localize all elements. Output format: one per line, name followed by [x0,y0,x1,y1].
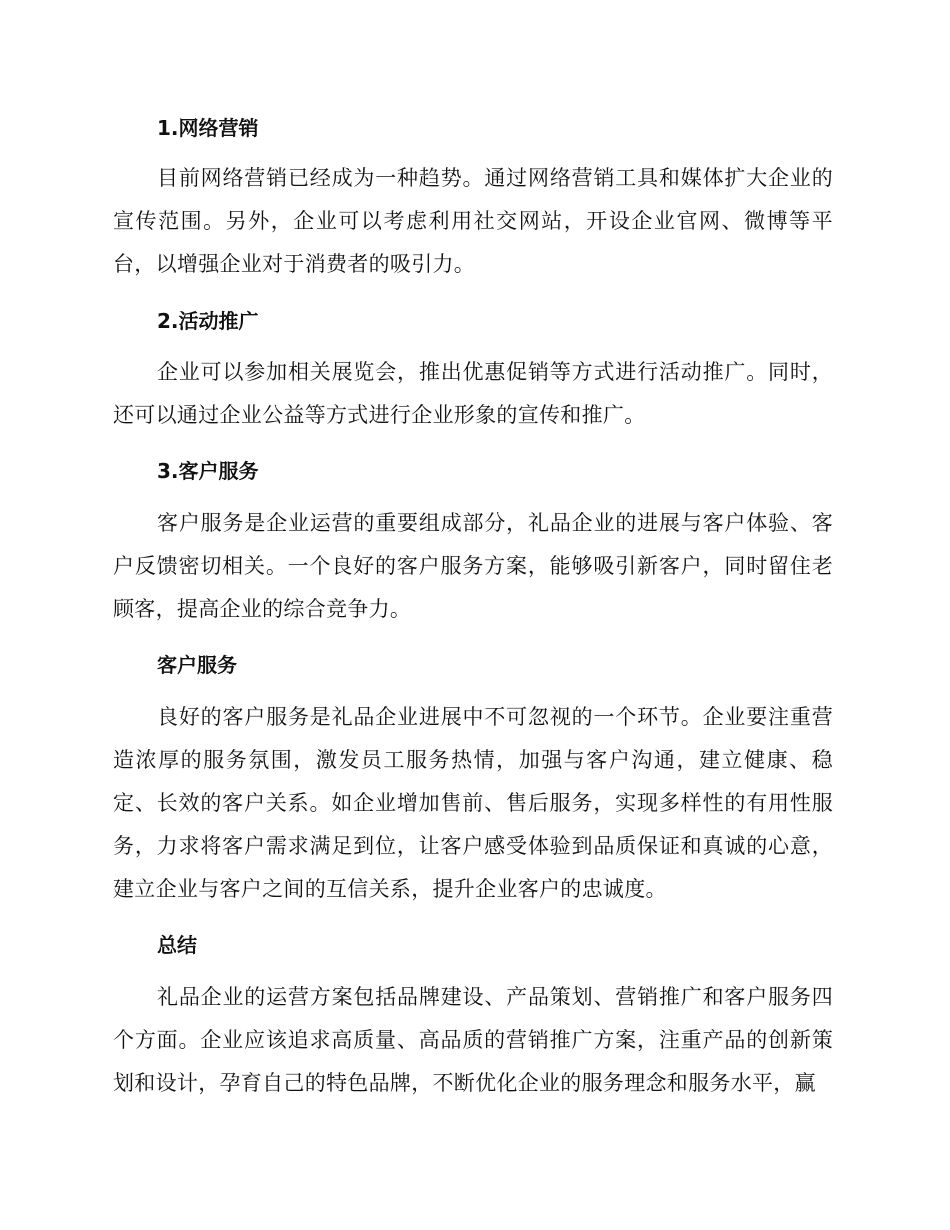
section-body-event-promotion: 企业可以参加相关展览会，推出优惠促销等方式进行活动推广。同时，还可以通过企业公益等方式进行企业形象的宣传和推广。 [113,360,833,427]
section-heading-network-marketing: 1.网络营销 [157,116,259,140]
section-body-customer-service: 良好的客户服务是礼品企业进展中不可忽视的一个环节。企业要注重营造浓厚的服务氛围，激发员工服务热情，加强与客户沟通，建立健康、稳定、长效的客户关系。如企业增加售前、售后服务，实现多样性的有用性服务，力求将客户需求满足到位，让客户感受体验到品质保证和真诚的心意，建立企业与客户之间的互信关系，提升企业客户的忠诚度。 [113,705,833,901]
section-body-summary: 礼品企业的运营方案包括品牌建设、产品策划、营销推广和客户服务四个方面。企业应该追求高质量、高品质的营销推广方案，注重产品的创新策划和设计，孕育自己的特色品牌，不断优化企业的服务理念和服务水平，赢 [113,985,833,1095]
section-heading-customer-service-numbered: 3.客户服务 [157,459,259,483]
section-heading-event-promotion: 2.活动推广 [157,309,259,333]
section-body-network-marketing: 目前网络营销已经成为一种趋势。通过网络营销工具和媒体扩大企业的宣传范围。另外，企业可以考虑利用社交网站，开设企业官网、微博等平台，以增强企业对于消费者的吸引力。 [113,166,833,276]
document-content [113,108,833,1105]
section-heading-summary: 总结 [157,933,197,957]
section-heading-customer-service: 客户服务 [157,653,237,677]
section-body-customer-service-numbered: 客户服务是企业运营的重要组成部分，礼品企业的进展与客户体验、客户反馈密切相关。一个良好的客户服务方案，能够吸引新客户，同时留住老顾客，提高企业的综合竞争力。 [113,511,833,621]
